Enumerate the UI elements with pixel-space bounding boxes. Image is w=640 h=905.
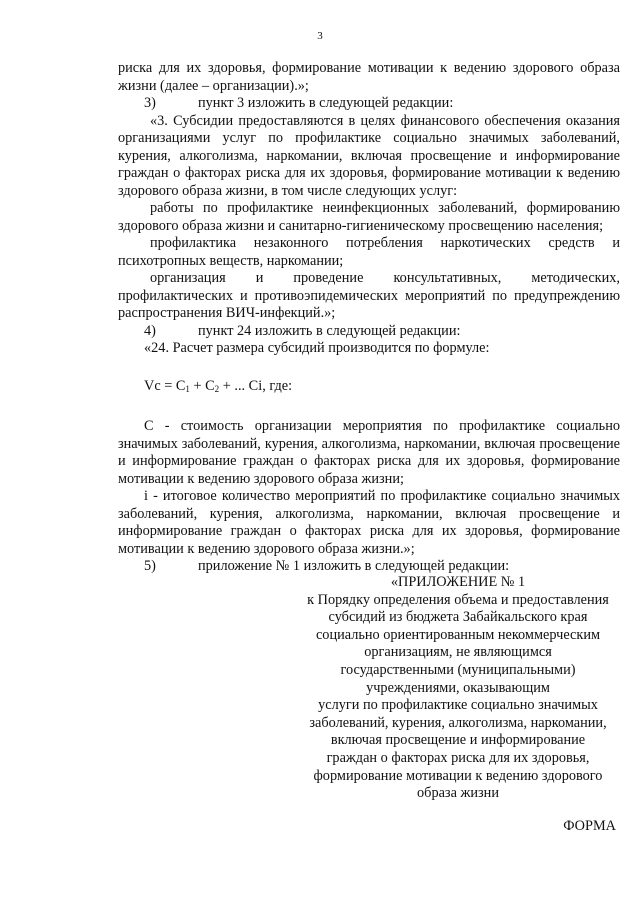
list-item-5: [118, 558, 620, 576]
appendix-line: «ПРИЛОЖЕНИЕ № 1: [390, 574, 526, 590]
formula-part: + ... Ci, где:: [219, 377, 293, 394]
paragraph: i - итоговое количество мероприятий по профилактике социально значимых заболеваний, курения, алкоголизма, наркомании, включая просвещение и информирование граждан о факторах риска для их здоровья, формирование мотивации к ведению здорового образа жизни.»;: [118, 488, 620, 557]
formula-subscript: 1: [185, 383, 190, 394]
forma-label: ФОРМА: [563, 818, 616, 834]
paragraph: работы по профилактике неинфекционных заболеваний, формированию здорового образа жизни и санитарно-гигиеническому просвещению населения;: [118, 200, 620, 234]
list-item-3: [118, 95, 620, 113]
appendix-line: к Порядку определения объема и предоставления: [307, 591, 609, 608]
item-number: 3): [144, 95, 156, 111]
appendix-line: образа жизни: [417, 785, 499, 802]
appendix-line: учреждениями, оказывающим: [366, 679, 550, 696]
item-text: пункт 24 изложить в следующей редакции:: [198, 322, 461, 339]
list-item-4: [118, 323, 620, 341]
paragraph: риска для их здоровья, формирование мотивации к ведению здорового образа жизни (далее – организации).»;: [118, 60, 620, 94]
formula-subscript: 2: [214, 383, 220, 394]
appendix-header: [290, 574, 626, 803]
appendix-line: субсидий из бюджета Забайкальского края: [328, 609, 588, 626]
appendix-line: услуги по профилактике социально значимых: [318, 697, 598, 714]
appendix-line: социально ориентированным некоммерческим: [315, 626, 601, 643]
appendix-line: заболеваний, курения, алкоголизма, наркомании,: [309, 714, 607, 731]
item-number: 4): [144, 322, 156, 339]
paragraph: «24. Расчет размера субсидий производится по формуле:: [144, 340, 490, 356]
paragraph: С - стоимость организации мероприятия по профилактике социально значимых заболеваний, курения, алкоголизма, наркомании, включая просвещение и информирование граждан о факторах риска для их здоровья, формирование мотивации к ведению здорового образа жизни;: [118, 418, 620, 487]
paragraph: организация и проведение консультативных, методических, профилактических и противоэпидемических мероприятий по предупреждению распространения ВИЧ-инфекций.»;: [118, 270, 620, 321]
formula-part: Vc = C: [144, 377, 186, 394]
paragraph: профилактика незаконного потребления наркотических средств и психотропных веществ, наркомании;: [118, 235, 620, 269]
document-body: [118, 60, 620, 576]
page-number: 3: [317, 30, 323, 42]
appendix-line: организациям, не являющимся: [364, 644, 552, 661]
item-number: 5): [144, 558, 156, 574]
formula-part: + C: [189, 377, 215, 394]
appendix-line: государственными (муниципальными): [340, 661, 576, 678]
formula: [118, 378, 620, 399]
paragraph: «3. Субсидии предоставляются в целях финансового обеспечения оказания организациями услуг по профилактике социально значимых заболеваний, курения, алкоголизма, наркомании, включая просвещение и информирование граждан о факторах риска для их здоровья, формирование мотивации к ведению здорового образа жизни, в том числе следующих услуг:: [118, 112, 620, 199]
appendix-line: включая просвещение и информирование: [330, 732, 586, 749]
appendix-line: формирование мотивации к ведению здорового: [313, 767, 603, 784]
appendix-line: граждан о факторах риска для их здоровья,: [326, 749, 590, 766]
item-text: приложение № 1 изложить в следующей редакции:: [198, 558, 510, 574]
item-text: пункт 3 изложить в следующей редакции:: [198, 95, 454, 111]
